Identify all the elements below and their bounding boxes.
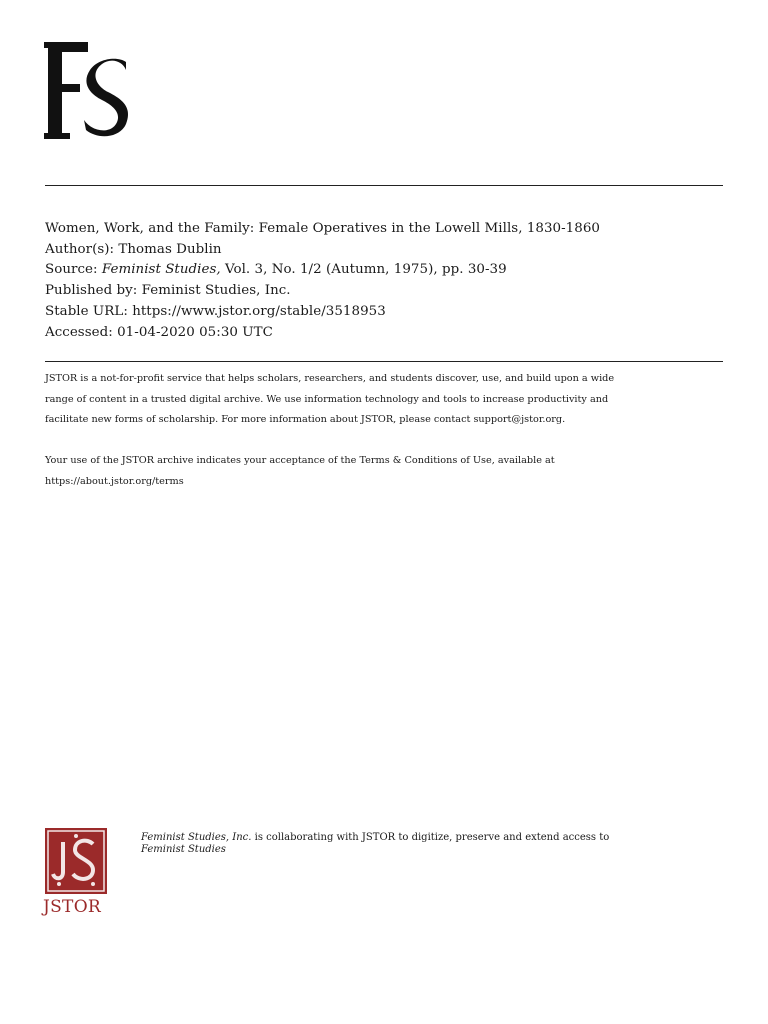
article-title: Women, Work, and the Family: Female Operatives in the Lowell Mills, 1830-1860 (45, 221, 600, 236)
middle-divider (45, 361, 723, 362)
accessed-date: Accessed: 01-04-2020 05:30 UTC (45, 324, 273, 340)
collaboration-statement (141, 832, 741, 856)
source-label: Source: (45, 262, 102, 278)
collab-text: is collaborating with JSTOR to digitize, preserve and extend access to (251, 832, 610, 843)
article-publisher: Published by: Feminist Studies, Inc. (45, 283, 291, 299)
citation-block (45, 219, 725, 343)
jstor-badge-icon (45, 828, 107, 894)
notice-line: JSTOR is a not-for-profit service that helps scholars, researchers, and students discover, use, and build upon a wide (45, 373, 615, 384)
source-journal: Feminist Studies, (101, 262, 221, 278)
article-authors: Author(s): Thomas Dublin (45, 241, 222, 257)
notice-line: facilitate new forms of scholarship. For more information about JSTOR, please contact support@jstor.org. (45, 414, 566, 426)
terms-notice (45, 451, 735, 492)
publisher-name: Feminist Studies, Inc. (141, 832, 252, 843)
journal-name: Feminist Studies (141, 844, 226, 855)
top-divider (45, 185, 723, 186)
stable-url[interactable]: Stable URL: https://www.jstor.org/stable/3518953 (45, 303, 386, 319)
article-source (45, 260, 725, 281)
source-details: Vol. 3, No. 1/2 (Autumn, 1975), pp. 30-39 (220, 262, 507, 278)
fs-monogram-logo (44, 40, 136, 144)
jstor-notice (45, 369, 735, 431)
terms-line: Your use of the JSTOR archive indicates your acceptance of the Terms & Conditions of Use, available at (45, 455, 555, 466)
terms-link[interactable]: https://about.jstor.org/terms (45, 475, 184, 487)
notice-line: range of content in a trusted digital archive. We use information technology and tools to increase productivity and (45, 393, 609, 405)
jstor-wordmark: JSTOR (43, 897, 102, 917)
